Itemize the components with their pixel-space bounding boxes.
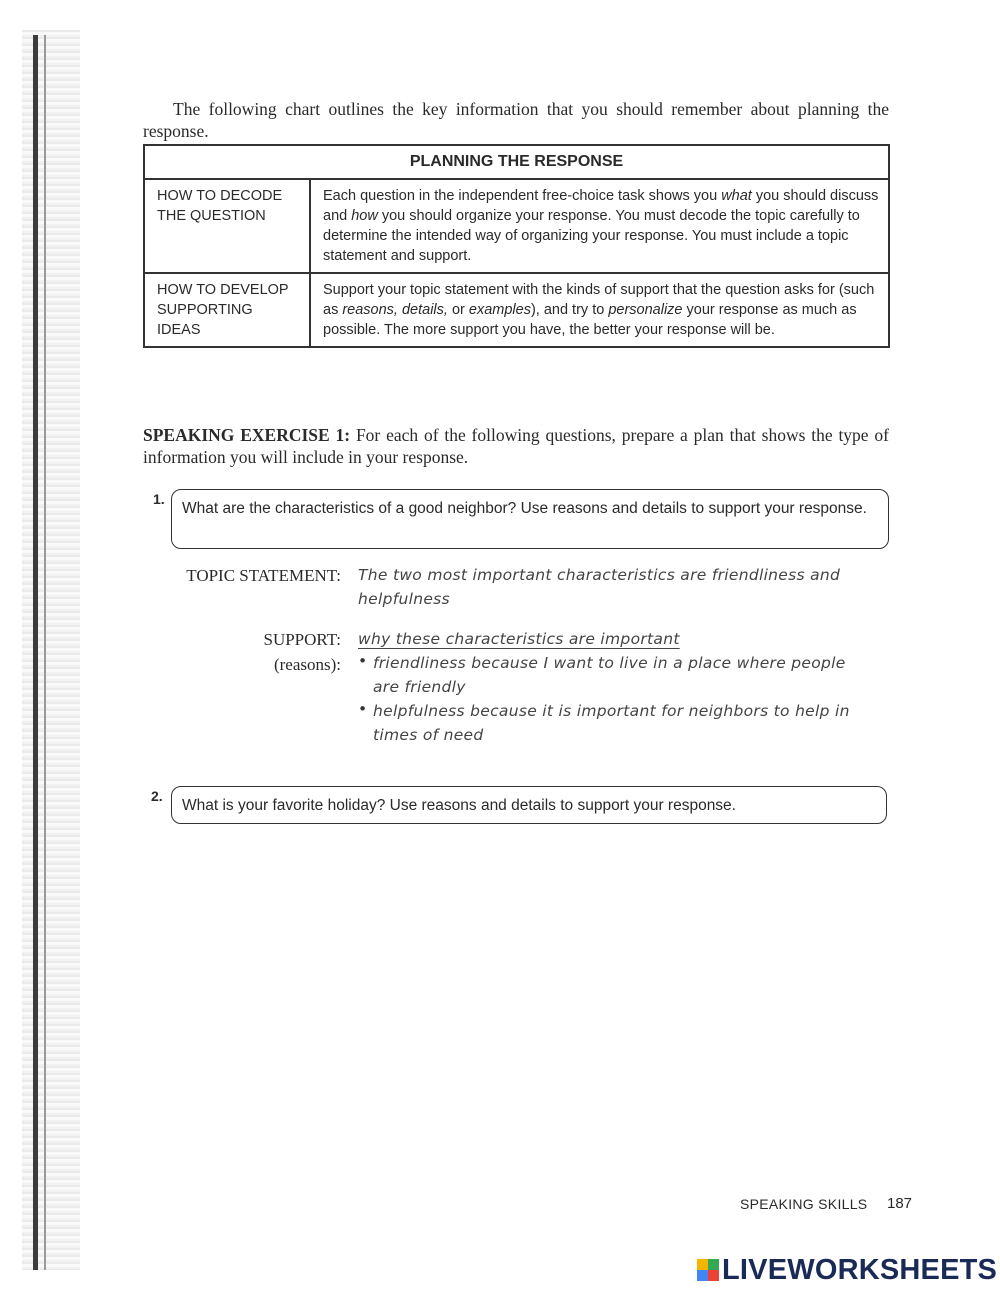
- topic-statement-answer[interactable]: The two most important characteristics are friendliness and helpfulness: [358, 566, 841, 608]
- liveworksheets-brand[interactable]: [697, 1253, 997, 1287]
- topic-statement-label: TOPIC STATEMENT:: [186, 566, 341, 585]
- chart-row-decode: [144, 179, 889, 273]
- support-reason-2[interactable]: helpfulness because it is important for neighbors to help in times of need: [373, 702, 850, 744]
- page-binding-edge: [22, 30, 80, 1270]
- footer-section-title: SPEAKING SKILLS: [740, 1196, 868, 1212]
- binding-shadow: [33, 35, 38, 1270]
- row-text-develop: Support your topic statement with the kinds of support that the question asks for (such as reasons, details, or examples), and try to personalize your response as much as possible. The more support you have, the better your response will be.: [310, 273, 889, 347]
- question-box-2: What is your favorite holiday? Use reasons and details to support your response.: [171, 786, 887, 824]
- planning-chart: [143, 144, 890, 348]
- question-number-1: 1.: [153, 491, 165, 507]
- logo-square: [697, 1270, 708, 1281]
- row-label-develop: HOW TO DEVELOP SUPPORTING IDEAS: [144, 273, 310, 347]
- liveworksheets-logo-icon: [697, 1259, 719, 1281]
- intro-paragraph: The following chart outlines the key information that you should remember about planning the response.: [143, 98, 889, 141]
- exercise-instructions: [143, 424, 889, 468]
- binding-shadow-thin: [44, 35, 46, 1270]
- chart-title: PLANNING THE RESPONSE: [144, 145, 889, 179]
- support-heading-answer[interactable]: why these characteristics are important: [358, 630, 680, 648]
- page-number: 187: [887, 1195, 913, 1212]
- bullet-1: •: [358, 652, 368, 670]
- logo-square: [708, 1270, 719, 1281]
- logo-square: [697, 1259, 708, 1270]
- support-reasons-label: (reasons):: [273, 655, 341, 674]
- support-reason-1[interactable]: friendliness because I want to live in a place where people are friendly: [373, 654, 846, 696]
- chart-row-develop: [144, 273, 889, 347]
- row-label-decode: HOW TO DECODE THE QUESTION: [144, 179, 310, 273]
- question-box-1: What are the characteristics of a good neighbor? Use reasons and details to support your response.: [171, 489, 889, 549]
- brand-text: LIVEWORKSHEETS: [722, 1253, 998, 1286]
- support-label: SUPPORT:: [263, 630, 341, 649]
- logo-square: [708, 1259, 719, 1270]
- exercise-text: For each of the following questions, prepare a plan that shows the type of information you will include in your response.: [143, 424, 889, 467]
- row-text-decode: Each question in the independent free-choice task shows you what you should discuss and how you should organize your response. You must decode the topic carefully to determine the intended way of organizing your response. You must include a topic statement and support.: [310, 179, 889, 273]
- question-number-2: 2.: [151, 788, 163, 804]
- bullet-2: •: [358, 700, 368, 718]
- exercise-heading: SPEAKING EXERCISE 1:: [143, 424, 351, 445]
